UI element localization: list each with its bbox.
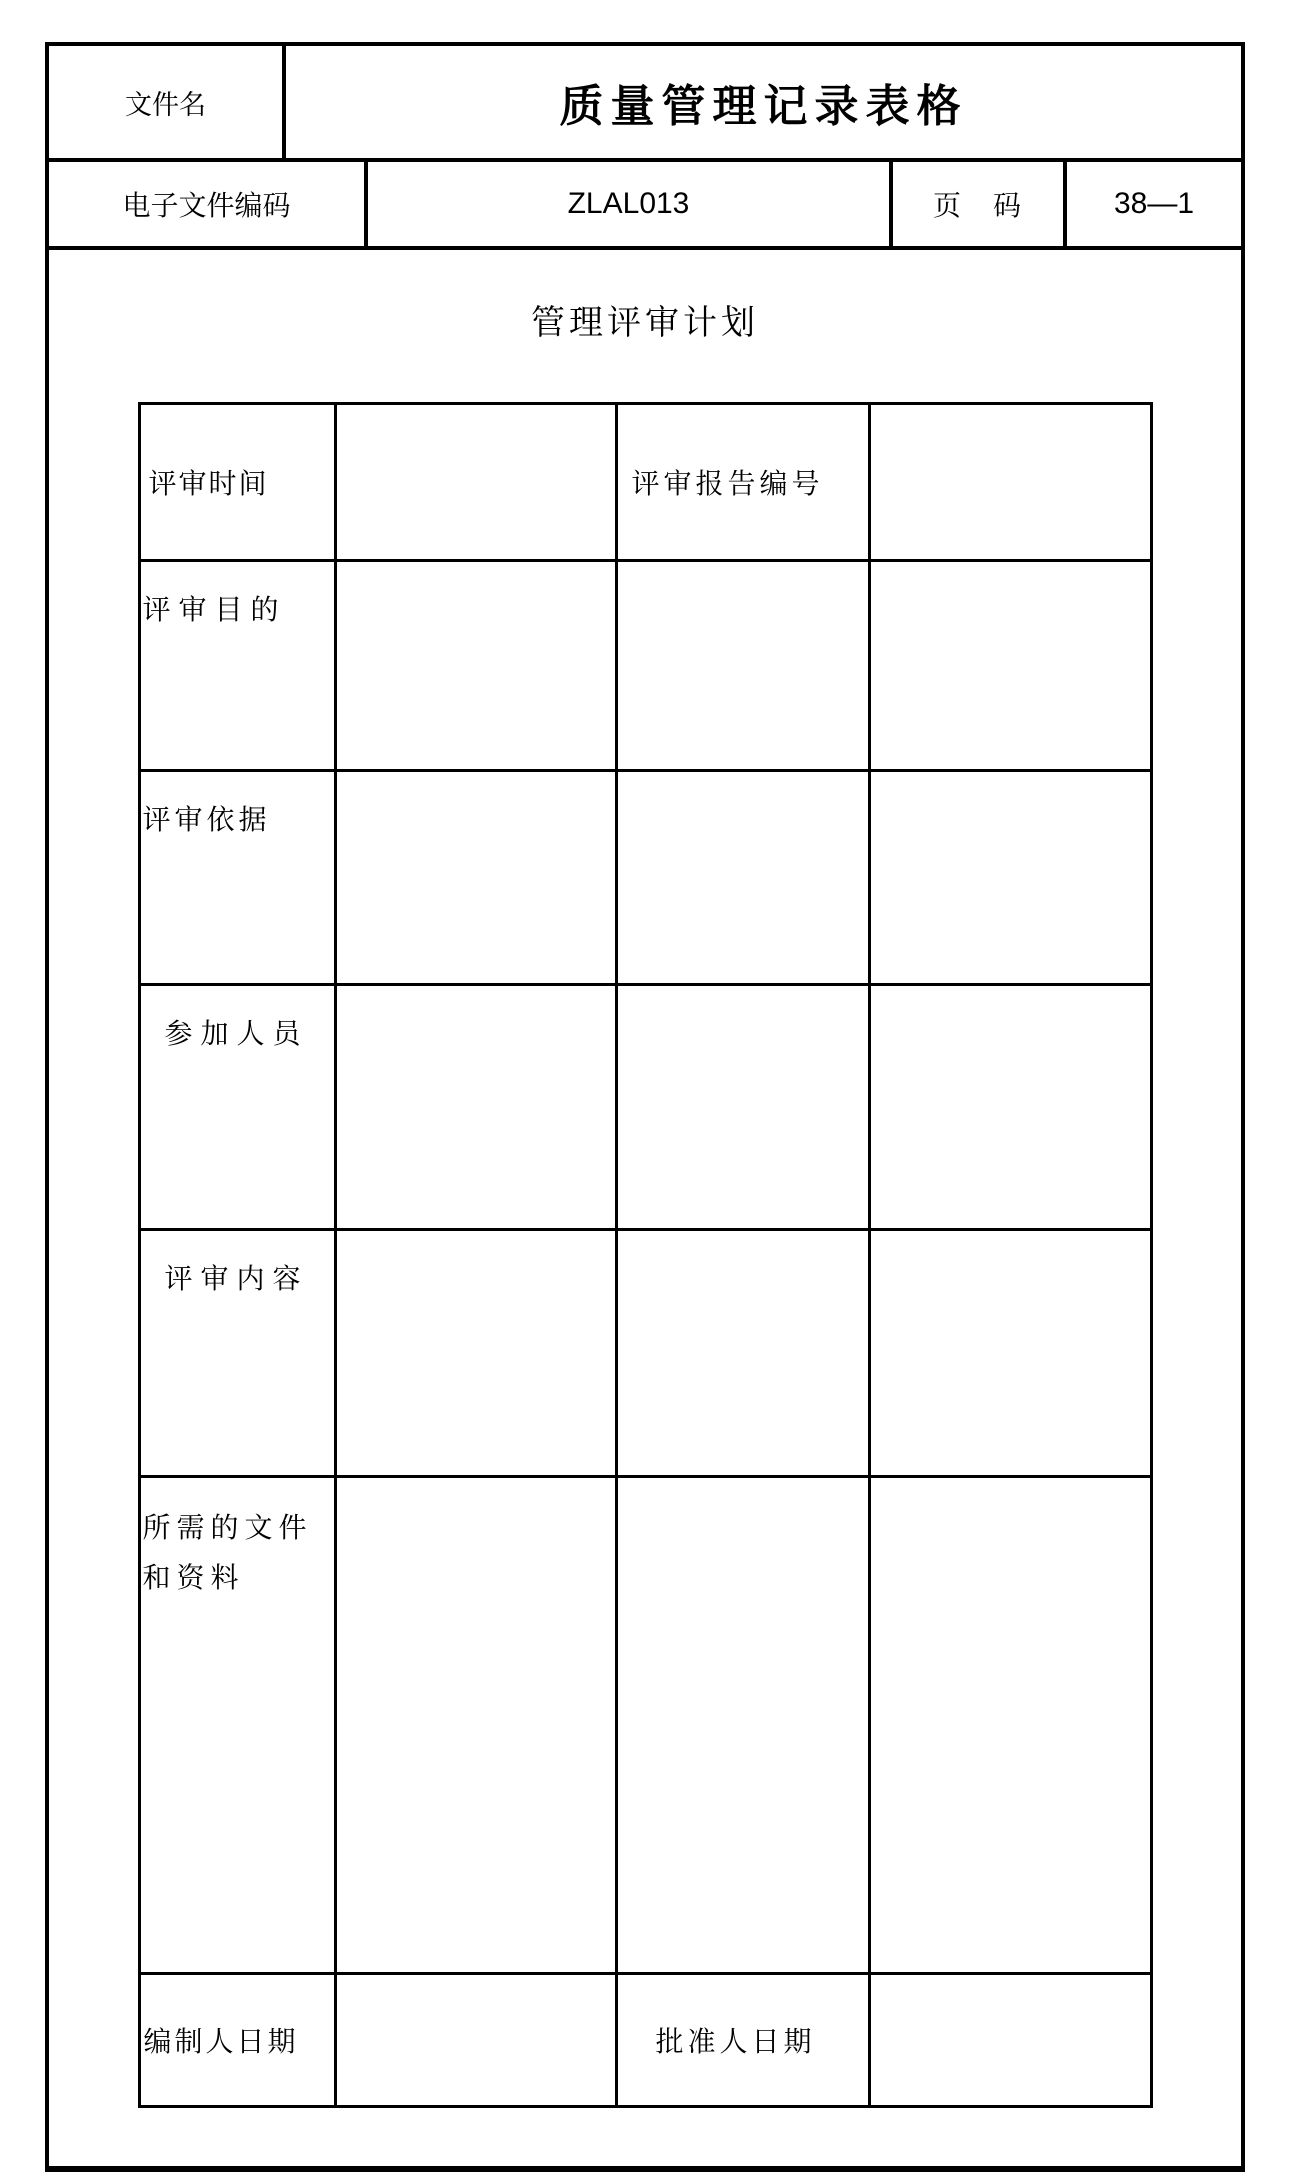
table-row [139, 1974, 1151, 2107]
file-code-label: 电子文件编码 [49, 162, 368, 246]
document-sheet [45, 42, 1245, 2172]
participants-label: 参加人员 [139, 985, 335, 1230]
review-purpose-label: 评审目的 [139, 561, 335, 771]
table-row [139, 561, 1151, 771]
review-time-label: 评审时间 [139, 404, 335, 561]
page-number-value: 38—1 [1113, 187, 1195, 220]
table-row [139, 771, 1151, 985]
approved-by-date-field [869, 1974, 1151, 2107]
document-title: 质量管理记录表格 [559, 82, 968, 131]
review-purpose-field [335, 561, 616, 771]
header-row-2 [49, 162, 1241, 250]
table-row [139, 1230, 1151, 1477]
table-row [139, 985, 1151, 1230]
review-plan-table [138, 402, 1153, 2108]
review-time-field [335, 404, 616, 561]
review-content-label: 评审内容 [139, 1230, 335, 1477]
participants-field [335, 985, 616, 1230]
prepared-by-date-field [335, 1974, 616, 2107]
review-basis-label: 评审依据 [139, 771, 335, 985]
required-documents-field [335, 1477, 616, 1974]
empty-cell [616, 1477, 869, 1974]
review-report-no-label: 评审报告编号 [616, 404, 869, 561]
header-row-1 [49, 46, 1241, 162]
empty-cell [869, 1230, 1151, 1477]
approved-by-date-label: 批准人日期 [616, 1974, 869, 2107]
page-number-label: 页 码 [893, 162, 1067, 246]
empty-cell [616, 771, 869, 985]
form-title: 管理评审计划 [531, 305, 759, 342]
empty-cell [869, 561, 1151, 771]
file-name-label: 文件名 [49, 46, 286, 158]
prepared-by-date-label: 编制人日期 [139, 1974, 335, 2107]
review-content-field [335, 1230, 616, 1477]
table-row [139, 404, 1151, 561]
required-documents-label: 所需的文件和资料 [139, 1477, 335, 1974]
table-row [139, 1477, 1151, 1974]
empty-cell [616, 561, 869, 771]
review-report-no-field [869, 404, 1151, 561]
empty-cell [616, 985, 869, 1230]
empty-cell [869, 985, 1151, 1230]
empty-cell [616, 1230, 869, 1477]
file-code-value: ZLAL013 [368, 162, 893, 246]
empty-cell [869, 771, 1151, 985]
empty-cell [869, 1477, 1151, 1974]
review-basis-field [335, 771, 616, 985]
